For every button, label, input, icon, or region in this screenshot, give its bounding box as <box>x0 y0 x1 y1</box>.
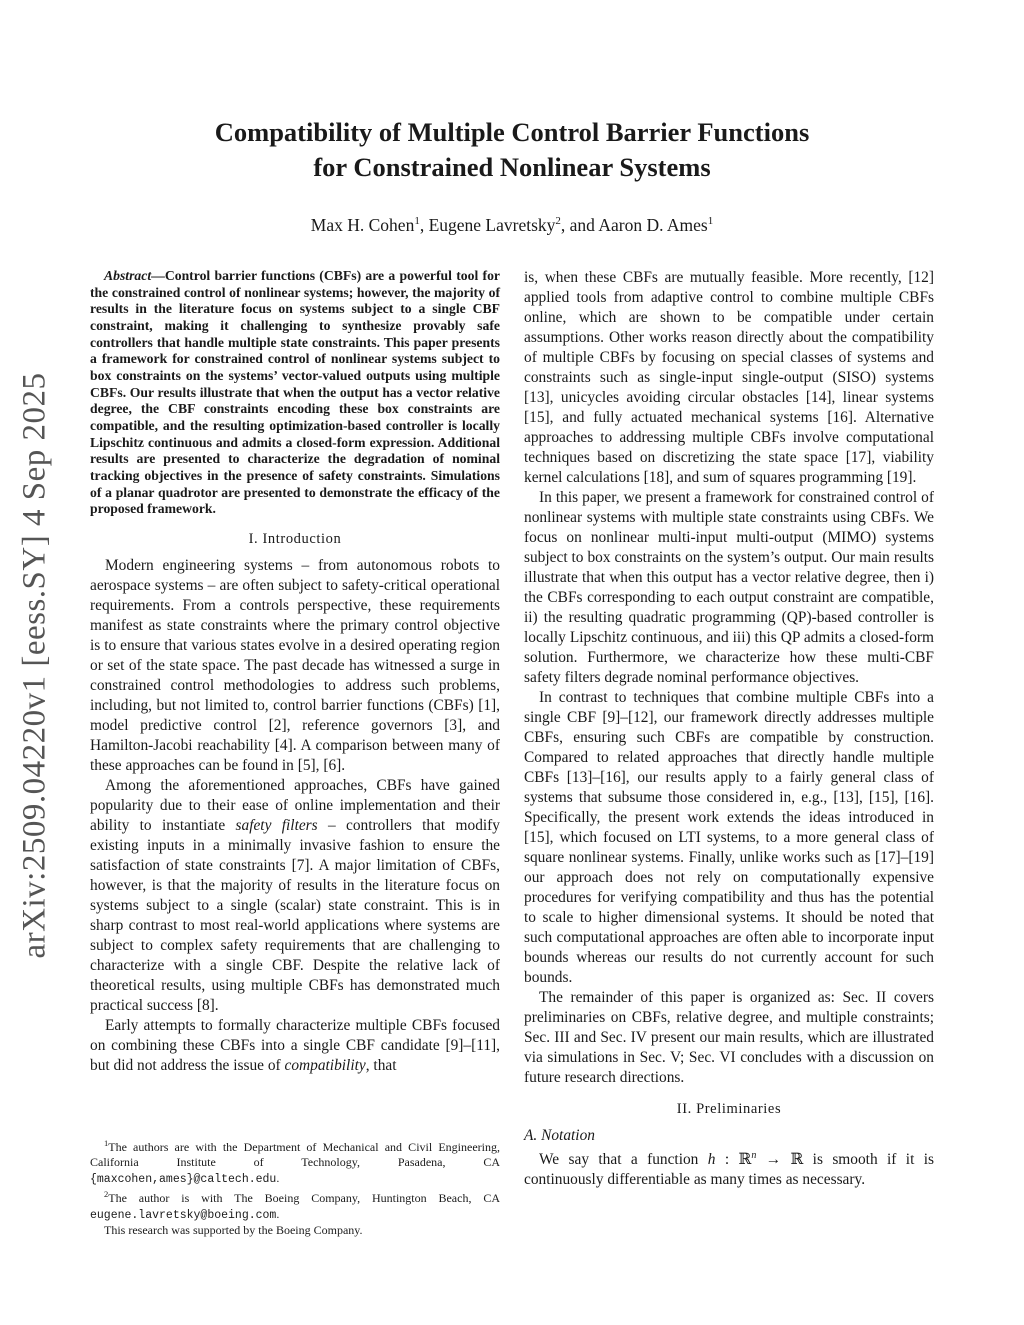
intro-paragraph-1: Modern engineering systems – from autonomous robots to aerospace systems – are often subject to safety-critical operational requirements. From a controls perspective, these requirements manifest as state constraints where the primary control objective is to ensure that various states evolve in a desired operating region or set of the state space. The past decade has witnessed a surge in constrained control methodologies to address such problems, including, but not limited to, control barrier functions (CBFs) [1], model predictive control [2], reference governors [3], and Hamilton-Jacobi reachability [4]. A comparison between many of these approaches can be found in [5], [6]. <box>90 556 500 774</box>
intro-p2-text-b: – controllers that modify existing inputs in a minimally invasive fashion to ensure the satisfaction of state constraints [7]. A major limitation of CBFs, however, is that the majority of results in the literature focus on systems subject to a single (scalar) state constraint. This is in sharp contrast to most real-world applications where systems are subject to complex safety requirements that are challenging to characterize with a single CBF. Despite the relative lack of theoretical results, using multiple CBFs has demonstrated much practical success [8]. <box>90 816 500 1014</box>
footnote-1 <box>90 1136 500 1187</box>
arxiv-stamp-text: arXiv:2509.04220v1 [eess.SY] 4 Sep 2025 <box>16 372 53 958</box>
right-paragraph-2: In this paper, we present a framework for constrained control of nonlinear systems with multiple state constraints using CBFs. We focus on nonlinear multi-input multi-output (MIMO) systems subject to box constraints on the system’s output. Our main results illustrate that when this output has a vector relative degree, then i) the CBFs corresponding to each output constraint are compatible, ii) the resulting quadratic programming (QP)-based controller is locally Lipschitz continuous, and iii) this QP admits a closed-form solution. Furthermore, we characterize how these multi-CBF safety filters degrade nominal performance objectives. <box>524 489 934 686</box>
notation-paragraph <box>524 1146 934 1190</box>
footnote-2-end: . <box>276 1206 280 1221</box>
paper-title <box>120 115 904 185</box>
introduction-heading: I. Introduction <box>248 530 342 547</box>
abstract-label: Abstract <box>104 268 152 283</box>
author-2-affil: 2 <box>555 215 561 227</box>
footnote-1-text: The authors are with the Department of Mechanical and Civil Engineering, California Institute of Technology, Pasadena, CA <box>90 1140 500 1170</box>
abstract-text: Control barrier functions (CBFs) are a powerful tool for the constrained control of nonlinear systems; however, the majority of results in the literature focus on systems subject to a single CBF constraint, making it challenging to synthesize provably safe controllers that handle multiple state constraints. This paper presents a framework for constrained control of nonlinear systems subject to box constraints on the systems’ vector-valued outputs using multiple CBFs. Our results illustrate that when the output has a vector relative degree, the CBF constraints encoding these box constraints are compatible, and the resulting optimization-based controller is locally Lipschitz continuous and admits a closed-form expression. Additional results are presented to characterize the degradation of nominal tracking objectives in the presence of safety constraints. Simulations of a planar quadrotor are presented to demonstrate the efficacy of the proposed framework. <box>90 268 500 517</box>
author-1-affil: 1 <box>414 215 420 227</box>
abstract-dash: — <box>151 268 165 283</box>
math-reals-n: ℝ <box>738 1151 752 1169</box>
footnote-2-mark: 2 <box>104 1189 109 1200</box>
intro-paragraph-3 <box>90 1016 500 1076</box>
intro-p2-text-a: Among the aforementioned approaches, CBFs have gained popularity due to their ease of online implementation and their ability to instantiate <box>90 776 500 834</box>
author-list: Max H. Cohen$^1$, Eugene Lavretsky$^2$, and Aaron D. Ames$^1$ <box>310 214 714 235</box>
boeing-email: eugene.lavretsky@boeing.com <box>90 1208 277 1222</box>
safety-filters-term: safety filters <box>235 816 318 834</box>
author-3: Aaron D. Ames <box>598 214 708 235</box>
right-paragraph-4: The remainder of this paper is organized as: Sec. II covers preliminaries on CBFs, relative degree, and multiple constraints; Sec. III and Sec. IV present our main results, which are illustrated via simulations in Sec. V; Sec. VI concludes with a discussion on future research directions. <box>524 989 934 1086</box>
math-reals: ℝ <box>790 1151 804 1169</box>
footnote-3: This research was supported by the Boeing Company. <box>104 1223 363 1238</box>
author-1: Max H. Cohen <box>310 214 415 235</box>
math-arrow: → <box>756 1151 791 1169</box>
math-h: h <box>707 1151 716 1169</box>
notation-heading: A. Notation <box>524 1127 595 1144</box>
footnotes <box>90 1136 500 1238</box>
caltech-email: {maxcohen,ames}@caltech.edu <box>90 1172 277 1186</box>
right-column <box>524 268 934 1190</box>
compatibility-term: compatibility <box>284 1056 366 1074</box>
abstract <box>90 268 500 518</box>
title-line-1: Compatibility of Multiple Control Barrier Functions <box>214 117 810 147</box>
intro-paragraph-2 <box>90 776 500 1016</box>
left-column <box>90 268 500 1076</box>
preliminaries-heading: II. Preliminaries <box>676 1101 782 1117</box>
intro-p3-text-b: , that <box>365 1056 397 1074</box>
notation-text-b: is smooth if it is continuously differentiable as many times as necessary. <box>524 1151 935 1189</box>
footnote-1-end: . <box>276 1170 280 1185</box>
arxiv-stamp <box>10 365 60 965</box>
intro-p3-text-a: Early attempts to formally characterize multiple CBFs focused on combining these CBFs into a single CBF candidate [9]–[11], but did not address the issue of <box>90 1016 500 1074</box>
footnote-2 <box>90 1187 500 1223</box>
notation-text-a: We say that a function <box>539 1151 708 1169</box>
math-colon: : <box>715 1151 739 1169</box>
right-paragraph-3: In contrast to techniques that combine multiple CBFs into a single CBF [9]–[12], our framework directly addresses multiple CBFs, ensuring such CBFs are compatible by construction. Compared to related approaches that directly handle multiple CBFs [13]–[16], our results apply to a fairly general class of systems that subsume those considered in, e.g., [13], [15], [16]. Specifically, the present work extends the ideas introduced in [15], which focused on LTI systems, to a more general class of square nonlinear systems. Finally, unlike works such as [17]–[19] our approach does not rely on computationally expensive procedures for verifying compatibility and thus has the potential to scale to higher dimensional systems. It should be noted that such computational approaches are often able to incorporate input bounds whereas our results do not currently account for such bounds. <box>524 689 934 986</box>
author-3-affil: 1 <box>707 215 714 227</box>
footnote-2-text: The author is with The Boeing Company, Huntington Beach, CA <box>108 1191 500 1206</box>
author-2: Eugene Lavretsky <box>428 214 556 235</box>
right-paragraph-1: is, when these CBFs are mutually feasible. More recently, [12] applied tools from adaptive control to combine multiple CBFs online, which are shown to be compatible under certain assumptions. Other works reason directly about the compatibility of multiple CBFs by focusing on special classes of systems and constraints such as single-input single-output (SISO) systems [13], unicycles avoiding circular obstacles [14], linear systems [15], and fully actuated mechanical systems [16]. Alternative approaches to addressing multiple CBFs involve computational techniques based on discretizing the state space [17], viability kernel calculations [18], and sum of squares programming [19]. <box>524 269 934 486</box>
footnote-1-mark: 1 <box>104 1138 109 1148</box>
title-line-2: for Constrained Nonlinear Systems <box>313 152 711 182</box>
math-n: n <box>751 1150 757 1161</box>
